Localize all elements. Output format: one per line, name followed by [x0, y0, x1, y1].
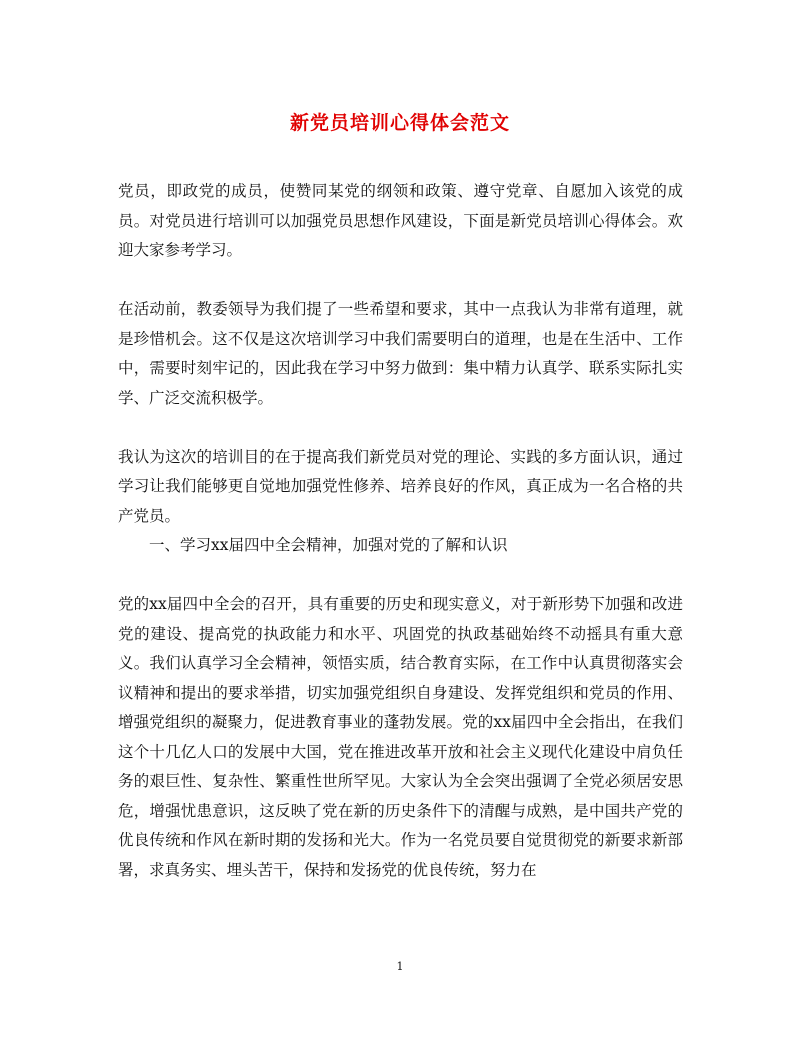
paragraph-purpose: 我认为这次的培训目的在于提高我们新党员对党的理论、实践的多方面认识，通过学习让我们能够更自觉地加强党性修养、培养良好的作风，真正成为一名合格的共产党员。	[118, 447, 683, 525]
document-body	[118, 177, 683, 885]
paragraph-section-one: 党的xx届四中全会的召开，具有重要的历史和现实意义，对于新形势下加强和改进党的建设、提高党的执政能力和水平、巩固党的执政基础始终不动摇具有重大意义。我们认真学习全会精神，领悟实质，结合教育实际，在工作中认真贯彻落实会议精神和提出的要求举措，切实加强党组织自身建设、发挥党组织和党员的作用、增强党组织的凝聚力，促进教育事业的蓬勃发展。党的xx届四中全会指出，在我们这个十几亿人口的发展中大国，党在推进改革开放和社会主义现代化建设中肩负任务的艰巨性、复杂性、繁重性世所罕见。大家认为全会突出强调了全党必须居安思危，增强忧患意识，这反映了党在新的历史条件下的清醒与成熟，是中国共产党的优良传统和作风在新时期的发扬和光大。作为一名党员要自觉贯彻党的新要求新部署，求真务实、埋头苦干，保持和发扬党的优良传统，努力在	[118, 595, 683, 879]
page-number: 1	[396, 960, 404, 973]
section-heading: 一、学习xx届四中全会精神，加强对党的了解和认识	[149, 536, 508, 554]
paragraph-activity: 在活动前，教委领导为我们提了一些希望和要求，其中一点我认为非常有道理，就是珍惜机会。这不仅是这次培训学习中我们需要明白的道理，也是在生活中、工作中，需要时刻牢记的，因此我在学习中努力做到：集中精力认真学、联系实际扎实学、广泛交流积极学。	[118, 300, 683, 407]
paragraph-intro: 党员，即政党的成员，使赞同某党的纲领和政策、遵守党章、自愿加入该党的成员。对党员进行培训可以加强党员思想作风建设，下面是新党员培训心得体会。欢迎大家参考学习。	[118, 182, 683, 259]
document-title: 新党员培训心得体会范文	[289, 112, 510, 134]
